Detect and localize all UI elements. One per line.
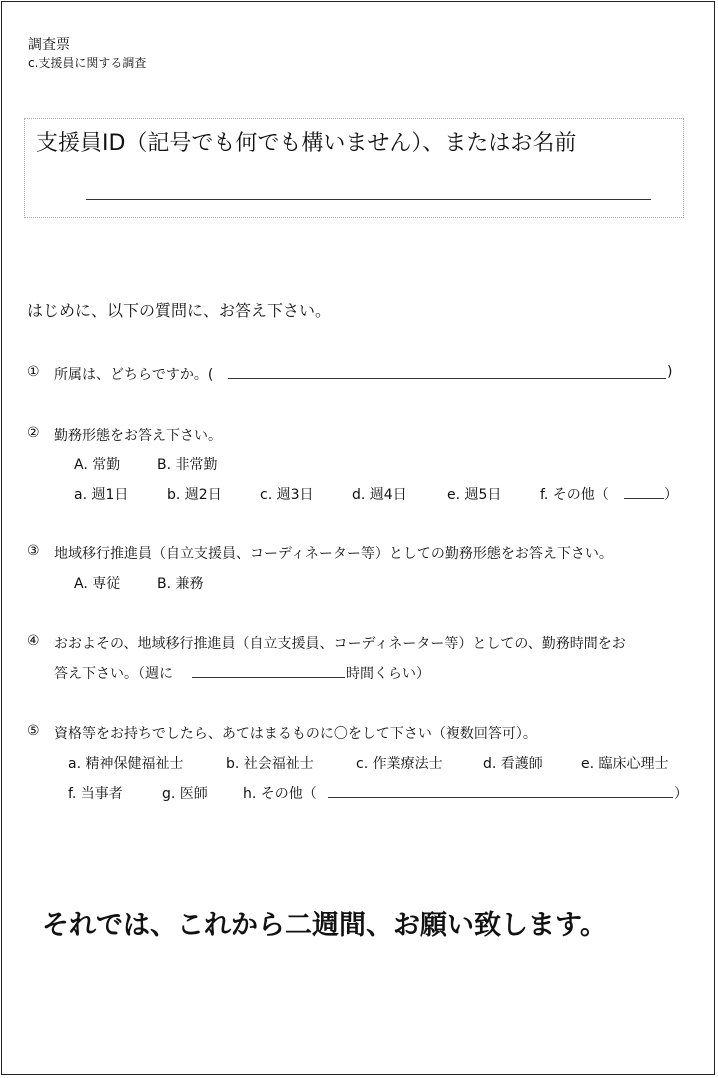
q1-number: ①	[27, 364, 40, 380]
q4-text-line2-prefix: 答え下さい。（週に	[54, 666, 173, 682]
q5-other-suffix: ）	[674, 786, 688, 802]
q2-option-a[interactable]: A. 常勤	[74, 457, 121, 473]
q5-option[interactable]: d. 看護師	[483, 756, 543, 772]
q2-day-option[interactable]: d. 週4日	[352, 487, 407, 503]
q4-number: ④	[27, 633, 40, 649]
q5-number: ⑤	[27, 723, 40, 739]
q3-option-a[interactable]: A. 専従	[74, 576, 121, 592]
q2-day-option[interactable]: c. 週3日	[260, 487, 314, 503]
q5-other-prefix: h. その他（	[243, 786, 317, 802]
form-title: 調査票	[28, 37, 70, 53]
q5-option[interactable]: f. 当事者	[68, 786, 123, 802]
q2-day-option[interactable]: a. 週1日	[74, 487, 129, 503]
id-label: 支援員ID（記号でも何でも構いません）、またはお名前	[36, 131, 577, 156]
q1-close: )	[667, 364, 673, 380]
q1-text: 所属は、どちらですか。(	[54, 367, 214, 383]
q3-text: 地域移行推進員（自立支援員、コーディネーター等）としての勤務形態をお答え下さい。	[54, 546, 613, 562]
q2-day-option[interactable]: b. 週2日	[167, 487, 222, 503]
q3-option-b[interactable]: B. 兼務	[157, 576, 204, 592]
q5-option[interactable]: b. 社会福祉士	[226, 756, 314, 772]
q2-option-b[interactable]: B. 非常勤	[157, 457, 218, 473]
q5-option[interactable]: e. 臨床心理士	[581, 756, 669, 772]
id-answer-line[interactable]	[86, 199, 651, 200]
q3-number: ③	[27, 543, 40, 559]
q5-option[interactable]: g. 医師	[162, 786, 208, 802]
q1-answer-line[interactable]	[228, 364, 666, 379]
q2-other-answer-line[interactable]	[624, 484, 664, 499]
q2-text: 勤務形態をお答え下さい。	[54, 428, 222, 444]
q2-number: ②	[27, 425, 40, 441]
q2-other-prefix: f. その他（	[540, 487, 609, 503]
q5-option[interactable]: c. 作業療法士	[356, 756, 443, 772]
closing-message: それでは、これから二週間、お願い致します。	[42, 910, 607, 941]
q5-text: 資格等をお持ちでしたら、あてはまるものに〇をして下さい（複数回答可）。	[54, 726, 537, 742]
q5-other-answer-line[interactable]	[328, 783, 673, 798]
q4-hours-answer-line[interactable]	[192, 663, 345, 678]
q5-option[interactable]: a. 精神保健福祉士	[68, 756, 184, 772]
q4-text-line1: おおよその、地域移行推進員（自立支援員、コーディネーター等）としての、勤務時間をお	[54, 636, 626, 652]
q4-text-line2-suffix: 時間くらい）	[346, 666, 430, 682]
q2-other-suffix: ）	[664, 487, 678, 503]
q2-day-option[interactable]: e. 週5日	[447, 487, 502, 503]
form-subtitle: c.支援員に関する調査	[28, 56, 147, 70]
intro-text: はじめに、以下の質問に、お答え下さい。	[27, 301, 332, 320]
